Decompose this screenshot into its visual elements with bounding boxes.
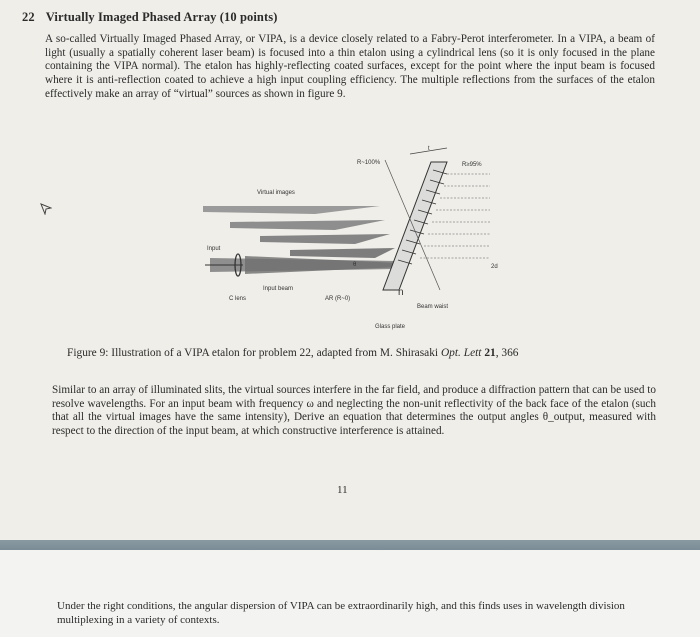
page-divider xyxy=(0,540,700,550)
label-theta: θ xyxy=(353,262,357,268)
label-input: Input xyxy=(207,246,221,252)
caption-journal: Opt. Lett xyxy=(440,347,482,359)
intro-paragraph: A so-called Virtually Imaged Phased Array, or VIPA, is a device closely related to a Fabry-Perot interferometer. In a VIPA, a beam of light (usually a spatially coherent laser beam) is focused into a thin etalon using a cylindrical lens (so it is only focused in the plane containing the VIPA normal). The etalon has highly-reflecting coated surfaces, except for the point where the input beam is focused where it is anti-reflection coated to achieve a high input coupling efficiency. The multiple reflections from the surfaces of the etalon effectively make an array of “virtual” sources as shown in figure 9. xyxy=(45,33,655,100)
mouse-pointer-icon xyxy=(40,203,52,215)
caption-page: , 366 xyxy=(495,347,519,359)
virtual-image-2 xyxy=(230,220,385,230)
caption-volume: 21 xyxy=(484,347,496,359)
label-beam-waist: Beam waist xyxy=(417,304,449,310)
focused-beam xyxy=(245,256,400,274)
page-number: 11 xyxy=(337,484,348,496)
virtual-image-4 xyxy=(290,248,395,258)
vipa-diagram xyxy=(185,140,510,340)
label-n: n xyxy=(398,287,404,298)
virtual-image-3 xyxy=(260,234,390,244)
problem-number: 22 xyxy=(22,10,35,24)
caption-prefix: Figure 9: Illustration of a VIPA etalon for problem 22, adapted from M. Shirasaki xyxy=(67,347,439,359)
problem-heading xyxy=(22,10,277,25)
virtual-image-1 xyxy=(203,206,380,214)
question-paragraph: Similar to an array of illuminated slits, the virtual sources interfere in the far field, and produce a diffraction pattern that can be used to resolve wavelengths. For an input beam with frequency ω and neglecting the non-unit reflectivity of the back face of the etalon (such that all the virtual images have the same intensity), Derive an equation that determines the output angles θ_output, measured with respect to the direction of the input beam, at which constructive interference is attained. xyxy=(52,384,656,438)
glass-plate xyxy=(383,162,447,290)
label-r95: R≥95% xyxy=(462,162,482,168)
figure-caption xyxy=(67,347,667,359)
label-c-lens: C lens xyxy=(229,296,247,302)
label-t: t xyxy=(428,146,430,152)
label-ar: AR (R~0) xyxy=(325,296,351,302)
label-virtual-images: Virtual images xyxy=(257,190,295,196)
label-2d: 2d xyxy=(491,264,498,270)
label-glass-plate: Glass plate xyxy=(375,324,406,330)
label-r100: R~100% xyxy=(357,160,381,166)
label-input-beam: Input beam xyxy=(263,286,294,292)
problem-title: Virtually Imaged Phased Array (10 points) xyxy=(45,10,278,24)
next-page-text: Under the right conditions, the angular dispersion of VIPA can be extraordinarily high, and this finds uses in wavelength division multiplexing in a variety of contexts. xyxy=(57,600,625,626)
vipa-figure xyxy=(185,140,510,340)
